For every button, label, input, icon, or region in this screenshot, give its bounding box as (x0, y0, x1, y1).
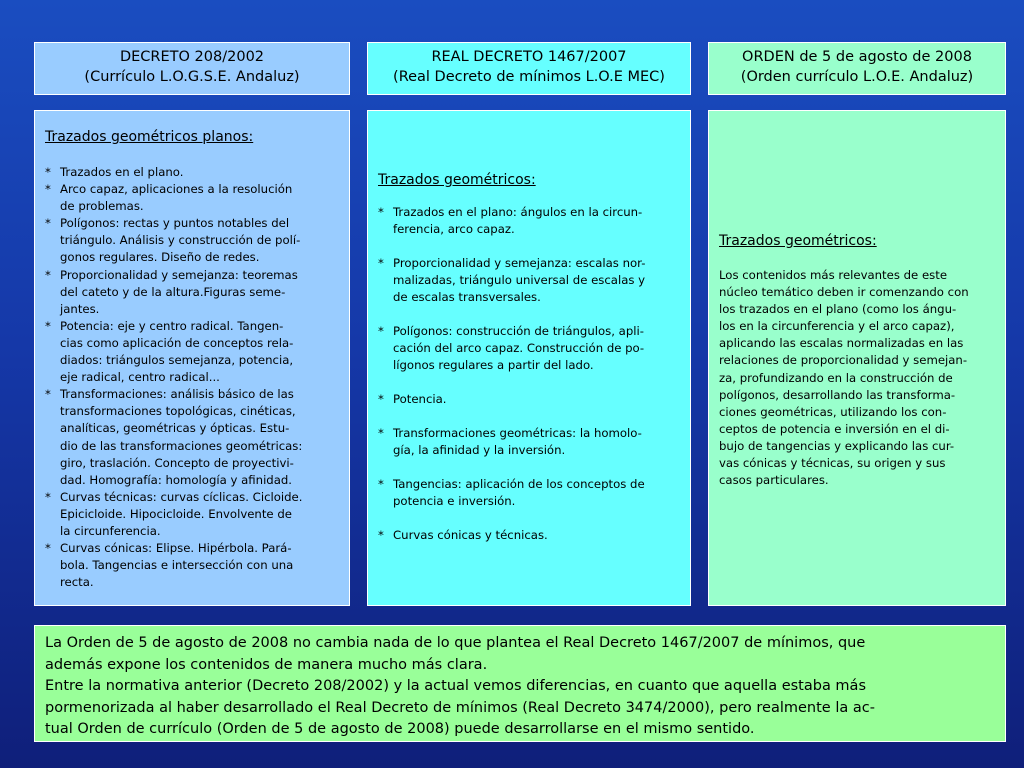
list-item (45, 386, 349, 489)
list-item-line: ferencia, arco capaz. (393, 222, 515, 236)
asterisk-bullet-icon: * (378, 324, 384, 338)
header-subtitle: (Real Decreto de mínimos L.O.E MEC) (393, 69, 665, 85)
text-line: casos particulares. (719, 473, 829, 488)
list-item-line: Curvas cónicas: Elipse. Hipérbola. Pará- (60, 541, 292, 556)
text-line: Los contenidos más relevantes de este (719, 268, 948, 282)
text-line: además expone los contenidos de manera mucho más clara. (45, 656, 488, 673)
list-item-line: de escalas transversales. (393, 290, 541, 304)
content-box-decreto-208 (34, 110, 350, 606)
asterisk-bullet-icon: * (378, 392, 384, 406)
list-item-line: Trazados en el plano: ángulos en la circun- (393, 205, 643, 219)
list-item-line: potencia e inversión. (393, 494, 516, 508)
list-item-line: eje radical, centro radical... (60, 370, 220, 385)
text-line: ceptos de potencia e inversión en el di- (719, 421, 950, 436)
section-title: Trazados geométricos: (378, 172, 536, 188)
text-line: relaciones de proporcionalidad y semejan- (719, 353, 968, 368)
list-item-line: Transformaciones: análisis básico de las (60, 387, 294, 402)
content-box-orden-2008 (708, 110, 1006, 606)
list-item-line: diados: triángulos semejanza, potencia, (60, 353, 294, 368)
text-line: vas cónicas y técnicas, su origen y sus (719, 456, 946, 471)
asterisk-bullet-icon: * (378, 528, 384, 542)
text-line: los trazados en el plano (como los ángu- (719, 302, 957, 317)
list-item-line: bola. Tangencias e intersección con una (60, 558, 294, 573)
list-item-line: Trazados en el plano. (60, 165, 184, 179)
text-line: bujo de tangencias y explicando las cur- (719, 438, 955, 453)
list-item-line: de problemas. (60, 199, 144, 214)
list-item-line: recta. (60, 575, 94, 590)
content-list (45, 164, 349, 591)
text-line: los en la circunferencia y el arco capaz), (719, 319, 955, 334)
list-item-line: Transformaciones geométricas: la homolo- (393, 426, 642, 440)
asterisk-bullet-icon: * (378, 477, 384, 491)
asterisk-bullet-icon: * (45, 182, 51, 197)
header-subtitle: (Currículo L.O.G.S.E. Andaluz) (84, 69, 300, 85)
list-item-line: dio de las transformaciones geométricas: (60, 438, 303, 453)
list-item (378, 476, 690, 510)
text-line: polígonos, desarrollando las transforma- (719, 387, 956, 402)
text-line: La Orden de 5 de agosto de 2008 no cambia nada de lo que plantea el Real Decreto 1467/2007 de mínimos, que (45, 635, 866, 651)
section-title: Trazados geométricos planos: (45, 129, 254, 145)
list-item-line: cación del arco capaz. Construcción de po- (393, 341, 645, 355)
list-item (378, 391, 690, 408)
list-item (45, 540, 349, 591)
list-item-line: triángulo. Análisis y construcción de polí- (60, 233, 301, 248)
list-item-line: Potencia. (393, 392, 447, 406)
list-item-line: dad. Homografía: homología y afinidad. (60, 472, 293, 487)
header-orden-5-agosto-2008 (708, 42, 1006, 95)
header-subtitle: (Orden currículo L.O.E. Andaluz) (740, 69, 974, 85)
text-line: za, profundizando en la construcción de (719, 370, 953, 385)
header-title: DECRETO 208/2002 (119, 49, 265, 65)
list-item-line: Proporcionalidad y semejanza: teoremas (60, 267, 298, 282)
list-item-line: lígonos regulares a partir del lado. (393, 358, 594, 372)
list-item-line: malizadas, triángulo universal de escalas y (393, 273, 646, 287)
list-item (378, 255, 690, 306)
content-paragraph (719, 267, 1005, 489)
list-item-line: cias como aplicación de conceptos rela- (60, 335, 294, 350)
text-line: ciones geométricas, utilizando los con- (719, 404, 947, 419)
list-item-line: Polígonos: construcción de triángulos, apli- (393, 324, 644, 338)
list-item-line: Epicicloide. Hipocicloide. Envolvente de (60, 506, 292, 521)
conclusion-box (34, 625, 1006, 742)
text-line: Entre la normativa anterior (Decreto 208/2002) y la actual vemos diferencias, en cuanto que aquella estaba más (45, 678, 866, 694)
list-item (45, 181, 349, 215)
list-item (45, 489, 349, 540)
header-decreto-208-2002 (34, 42, 350, 95)
list-item (45, 318, 349, 386)
asterisk-bullet-icon: * (45, 489, 51, 504)
asterisk-bullet-icon: * (45, 267, 51, 282)
text-line: núcleo temático deben ir comenzando con (719, 285, 969, 300)
list-item-line: giro, traslación. Concepto de proyectivi- (60, 455, 294, 470)
list-item-line: Tangencias: aplicación de los conceptos de (393, 477, 645, 491)
list-item-line: Potencia: eje y centro radical. Tangen- (60, 318, 284, 333)
header-title: ORDEN de 5 de agosto de 2008 (742, 49, 972, 65)
list-item (378, 425, 690, 459)
list-item-line: la circunferencia. (60, 523, 161, 538)
list-item-line: del cateto y de la altura.Figuras seme- (60, 284, 286, 299)
list-item (45, 164, 349, 181)
list-item-line: gía, la afinidad y la inversión. (393, 443, 566, 457)
list-item-line: analíticas, geométricas y ópticas. Estu- (60, 421, 290, 436)
list-item (45, 215, 349, 266)
list-item (45, 267, 349, 318)
list-item-line: Polígonos: rectas y puntos notables del (60, 216, 290, 231)
list-item (378, 204, 690, 238)
list-item-line: gonos regulares. Diseño de redes. (60, 250, 260, 265)
header-title: REAL DECRETO 1467/2007 (431, 49, 627, 65)
content-list (378, 204, 690, 544)
header-real-decreto-1467-2007 (367, 42, 691, 95)
list-item (378, 323, 690, 374)
asterisk-bullet-icon: * (45, 318, 51, 333)
list-item-line: transformaciones topológicas, cinéticas, (60, 404, 296, 419)
content-box-real-decreto-1467 (367, 110, 691, 606)
asterisk-bullet-icon: * (378, 426, 384, 440)
list-item (378, 527, 690, 544)
list-item-line: Curvas cónicas y técnicas. (393, 528, 548, 542)
text-line: aplicando las escalas normalizadas en las (719, 336, 964, 351)
text-line: pormenorizada al haber desarrollado el Real Decreto de mínimos (Real Decreto 3474/2000), pero realmente la ac- (45, 699, 875, 716)
asterisk-bullet-icon: * (378, 256, 384, 270)
list-item-line: Arco capaz, aplicaciones a la resolución (60, 182, 293, 197)
list-item-line: Curvas técnicas: curvas cíclicas. Cicloide. (60, 489, 303, 504)
section-title: Trazados geométricos: (719, 233, 877, 249)
asterisk-bullet-icon: * (378, 205, 384, 219)
text-line: tual Orden de currículo (Orden de 5 de agosto de 2008) puede desarrollarse en el mismo sentido. (45, 721, 755, 737)
asterisk-bullet-icon: * (45, 165, 51, 179)
asterisk-bullet-icon: * (45, 387, 51, 402)
list-item-line: jantes. (60, 301, 100, 316)
asterisk-bullet-icon: * (45, 216, 51, 231)
asterisk-bullet-icon: * (45, 541, 51, 556)
list-item-line: Proporcionalidad y semejanza: escalas nor- (393, 256, 646, 270)
